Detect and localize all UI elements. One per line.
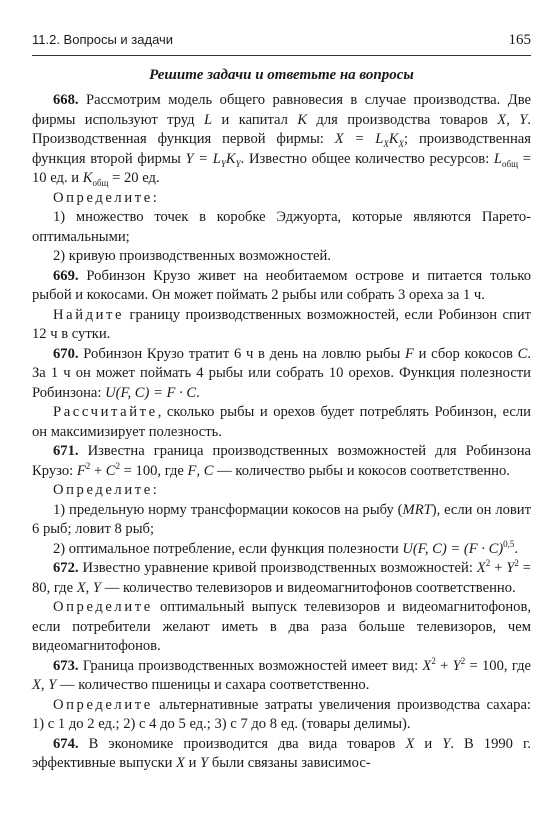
problem-669: 669. Робинзон Крузо живет на необитаемом острове и питается только рыбой и кокосами. Он может поймать 2 рыбы или собрать 3 ореха за 1 ч. (32, 267, 531, 303)
question-item: 1) предельную норму трансформации кокосов на рыбу (MRT), если он ловит 6 рыб; ловит 8 рыб; (32, 501, 531, 537)
determine-line: Определите: (53, 482, 160, 498)
problem-number: 668. (53, 92, 79, 108)
formula: U(F, C) = (F · C) (402, 540, 504, 557)
problem-number: 671. (53, 443, 79, 459)
problem-number: 672. (53, 560, 79, 576)
section-title: Решите задачи и ответьте на вопросы (149, 66, 414, 83)
problem-number: 669. (53, 267, 79, 284)
formula: X = L (334, 131, 384, 147)
problem-672: 672. Известно уравнение кривой производственных возможностей: $X^2 + Y^2 = 80$, где X, Y — количество телевизоров и видеомагнитофонов соответственно. (32, 558, 531, 596)
question-item: 2) оптимальное потребление, если функция полезности U(F, $C) = (F \cdot C)^{0,5}$. (53, 538, 519, 557)
problem-670: 670. Робинзон Крузо тратит 6 ч в день на ловлю рыбы F и сбор кокосов C. За 1 ч он может поймать 4 рыбы или собрать 10 орехов. Функция полезности Робинзона: U(F, C) = F · C. (32, 345, 531, 401)
running-header (32, 30, 531, 56)
problem-number: 674. (53, 735, 79, 752)
problem-673: 673. Граница производственных возможностей имеет вид: $X^2 + Y^2 = 100$, где X, Y — количество пшеницы и сахара соответственно. (32, 655, 531, 693)
question-item: 1) множество точек в коробке Эджуорта, которые являются Парето-оптимальными; (32, 209, 531, 245)
calculate-line: Рассчитайте, сколько рыбы и орехов будет потреблять Робинзон, если он максимизирует полезность. (32, 404, 531, 440)
problem-674: 674. В экономике производится два вида товаров X и Y. В 1990 г. эффективные выпуски X и Y были связаны зависимос- (32, 735, 531, 771)
question-item: 2) кривую производственных возможностей. (53, 248, 331, 264)
determine-line: Определите оптимальный выпуск телевизоров и видеомагнитофонов, если потребители желают иметь в два раза больше телевизоров, чем видеомагнитофонов. (32, 599, 531, 654)
problem-668: 668. Рассмотрим модель общего равновесия в случае производства. Две фирмы используют труд L и капитал K для производства товаров X, Y. Производственная функция первой фирмы: $X = L_XK_X$; производственная функция второй фирмы $Y = L_YK_Y$. Известно общее количество ресурсов: $L_{общ} = 10$ ед. и $K_{общ} = 20$ ед. (32, 92, 532, 188)
problem-671: 671. Известна граница производственных возможностей для Робинзона Крузо: $F^2 + C^2 = 100$, где F, C — количество рыбы и кокосов соответственно. (32, 443, 531, 479)
section-heading: 11.2. Вопросы и задачи (32, 32, 174, 47)
formula: Y = L (185, 150, 221, 167)
page-number: 165 (508, 32, 531, 48)
determine-line: Определите: (53, 189, 160, 206)
determine-line: Определите альтернативные затраты увеличения производства сахара: 1) с 1 до 2 ед.; 2) с 4 до 5 ед.; 3) с 7 до 8 ед. (товары делимы). (32, 696, 531, 732)
problem-number: 673. (53, 657, 79, 674)
find-line: Найдите границу производственных возможностей, если Робинзон спит 12 ч в сутки. (32, 306, 531, 342)
problem-number: 670. (53, 345, 79, 362)
formula: U(F, C) = F · C (105, 384, 197, 401)
